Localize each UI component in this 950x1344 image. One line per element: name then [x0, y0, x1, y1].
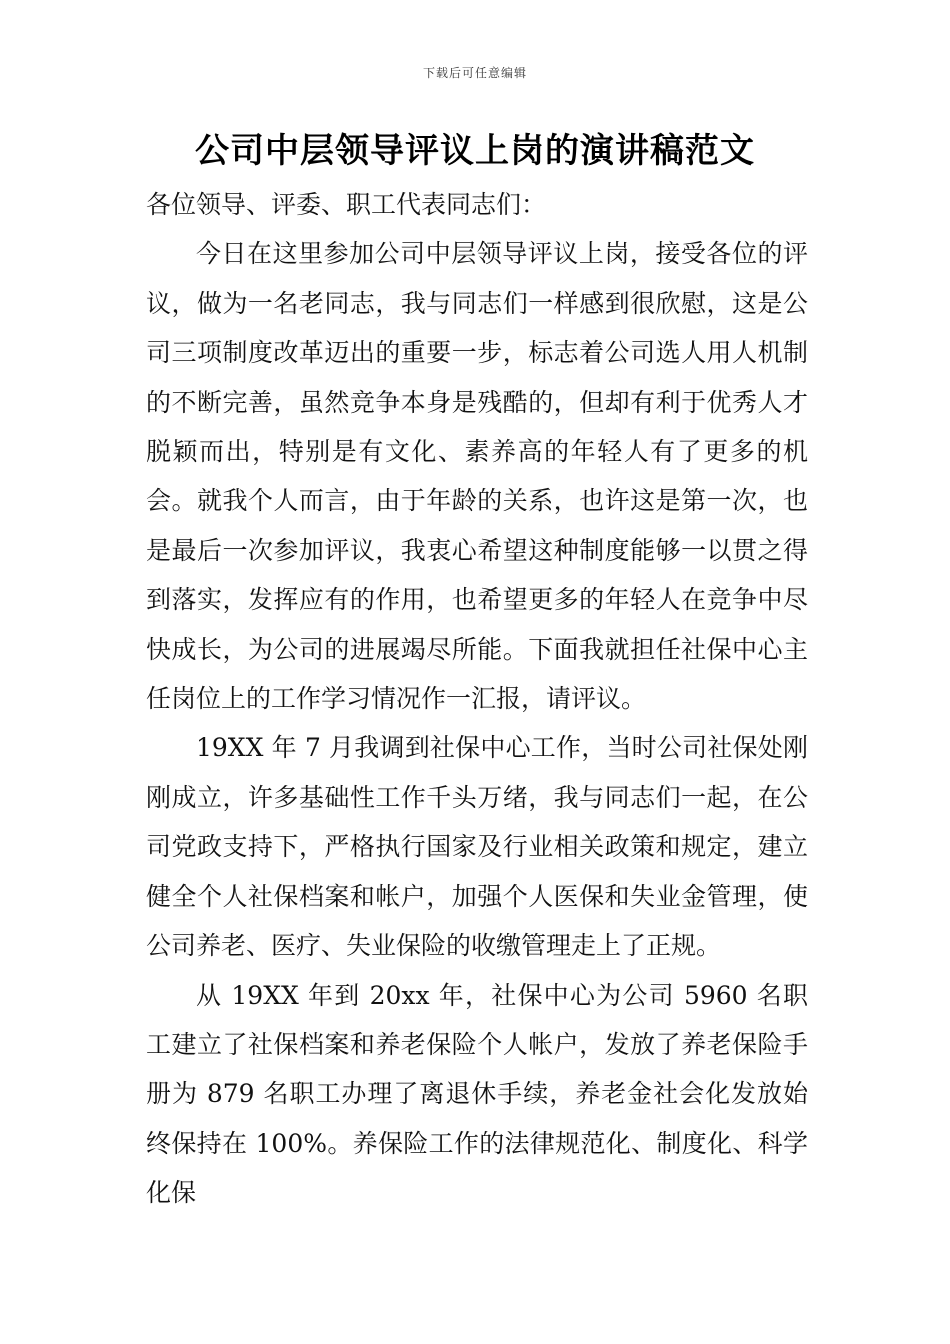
page-header-note: 下载后可任意编辑 [422, 66, 527, 80]
salutation: 各位领导、评委、职工代表同志们： [146, 190, 547, 219]
document-body [146, 180, 808, 1218]
document-title: 公司中层领导评议上岗的演讲稿范文 [195, 131, 755, 171]
paragraph-1: 今日在这里参加公司中层领导评议上岗，接受各位的评议，做为一名老同志，我与同志们一样感到很欣慰，这是公司三项制度改革迈出的重要一步，标志着公司选人用人机制的不断完善，虽然竞争本身是残酷的，但却有利于优秀人才脱颖而出，特别是有文化、素养高的年轻人有了更多的机会。就我个人而言，由于年龄的关系，也许这是第一次，也是最后一次参加评议，我衷心希望这种制度能够一以贯之得到落实，发挥应有的作用，也希望更多的年轻人在竞争中尽快成长，为公司的进展竭尽所能。下面我就担任社保中心主任岗位上的工作学习情况作一汇报，请评议。 [146, 239, 808, 714]
paragraph-3: 从 19XX 年到 20xx 年，社保中心为公司 5960 名职工建立了社保档案和养老保险个人帐户，发放了养老保险手册为 879 名职工办理了离退休手续，养老金社会化发放始终保持在 100%。养保险工作的法律规范化、制度化、科学化保 [146, 980, 808, 1208]
paragraph-2: 19XX 年 7 月我调到社保中心工作，当时公司社保处刚刚成立，许多基础性工作千头万绪，我与同志们一起，在公司党政支持下，严格执行国家及行业相关政策和规定，建立健全个人社保档案和帐户，加强个人医保和失业金管理，使公司养老、医疗、失业保险的收缴管理走上了正规。 [146, 733, 808, 961]
